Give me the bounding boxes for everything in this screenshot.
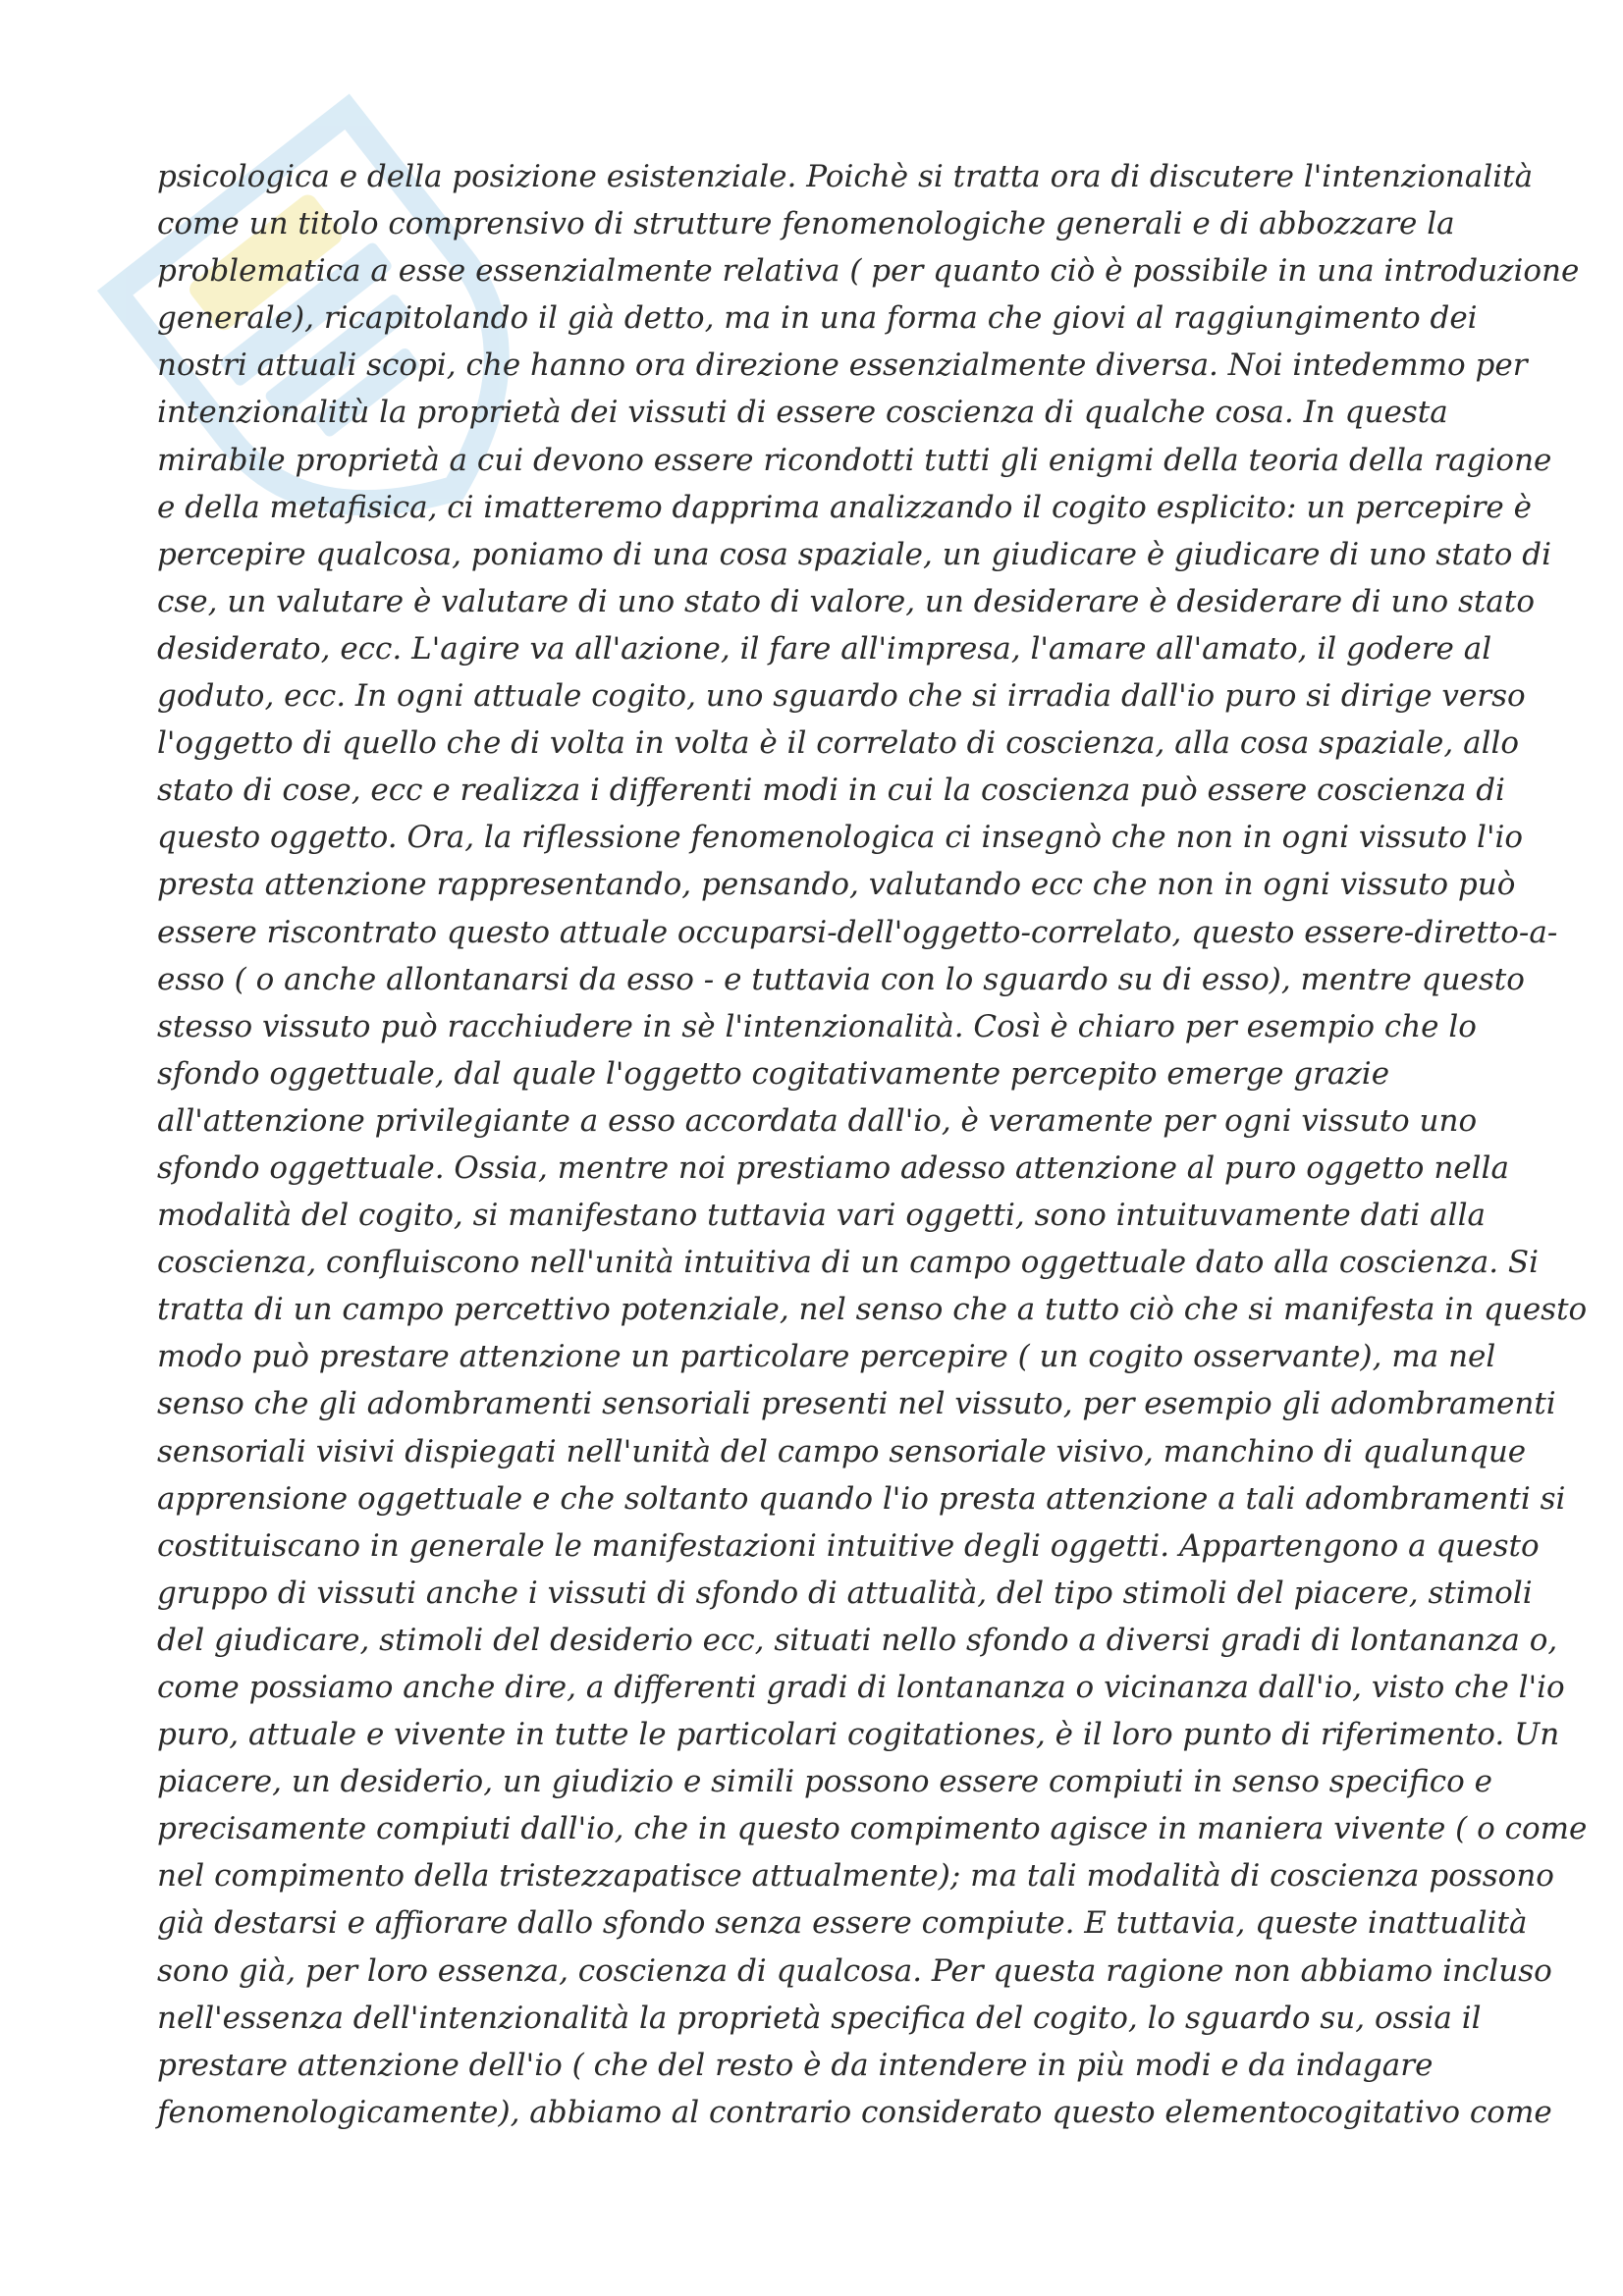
text-line: nel compimento della tristezzapatisce attualmente); ma tali modalità di coscienza possono [157,1858,1554,1895]
text-line: questo oggetto. Ora, la riflessione fenomenologica ci insegnò che non in ogni vissuto l'io [157,820,1524,856]
text-line: all'attenzione privilegiante a esso accordata dall'io, è veramente per ogni vissuto uno [157,1102,1478,1139]
text-line: generale), ricapitolando il già detto, ma in una forma che giovi al raggiungimento dei [157,300,1478,337]
text-line: goduto, ecc. In ogni attuale cogito, uno sguardo che si irradia dall'io puro si dirige verso [157,678,1526,715]
text-line: senso che gli adombramenti sensoriali presenti nel vissuto, per esempio gli adombramenti [157,1386,1556,1422]
body-paragraph [157,153,1588,2136]
text-line: gruppo di vissuti anche i vissuti di sfondo di attualità, del tipo stimoli del piacere, stimoli [157,1575,1533,1611]
text-line: percepire qualcosa, poniamo di una cosa spaziale, un giudicare è giudicare di uno stato di [157,536,1552,572]
text-line: del giudicare, stimoli del desiderio ecc, situati nello sfondo a diversi gradi di lontananza o, [157,1622,1558,1658]
text-line: sfondo oggettuale. Ossia, mentre noi prestiamo adesso attenzione al puro oggetto nella [157,1149,1509,1186]
text-line: intenzionalitù la proprietà dei vissuti di essere coscienza di qualche cosa. In questa [157,395,1448,431]
text-line: costituiscano in generale le manifestazioni intuitive degli oggetti. Appartengono a questo [157,1527,1540,1564]
text-line: piacere, un desiderio, un giudizio e simili possono essere compiuti in senso specifico e [157,1764,1492,1800]
text-line: nell'essenza dell'intenzionalità la proprietà specifica del cogito, lo sguardo su, ossia il [157,2000,1482,2036]
text-line: mirabile proprietà a cui devono essere ricondotti tutti gli enigmi della teoria della ragione [157,442,1552,478]
text-line: prestare attenzione dell'io ( che del resto è da intendere in più modi e da indagare [157,2047,1434,2083]
text-line: sfondo oggettuale, dal quale l'oggetto cogitativamente percepito emerge grazie [157,1055,1390,1092]
text-line: modo può prestare attenzione un particolare percepire ( un cogito osservante), ma nel [157,1339,1496,1375]
text-line: essere riscontrato questo attuale occuparsi-dell'oggetto-correlato, questo essere-diretto-a- [157,914,1558,950]
text-line: già destarsi e affiorare dallo sfondo senza essere compiute. E tuttavia, queste inattualità [157,1905,1528,1942]
text-line: nostri attuali scopi, che hanno ora direzione essenzialmente diversa. Noi intedemmo per [157,347,1528,384]
text-line: stato di cose, ecc e realizza i differenti modi in cui la coscienza può essere coscienza di [157,773,1505,809]
text-line: modalità del cogito, si manifestano tuttavia vari oggetti, sono intuituvamente dati alla [157,1198,1486,1234]
text-line: esso ( o anche allontanarsi da esso - e tuttavia con lo sguardo su di esso), mentre questo [157,961,1525,997]
text-line: sono già, per loro essenza, coscienza di qualcosa. Per questa ragione non abbiamo incluso [157,1952,1552,1989]
text-line: cse, un valutare è valutare di uno stato di valore, un desiderare è desiderare di uno stato [157,583,1535,619]
text-line: precisamente compiuti dall'io, che in questo compimento agisce in maniera vivente ( o come [157,1811,1588,1847]
text-line: fenomenologicamente), abbiamo al contrario considerato questo elementocogitativo come [157,2094,1552,2130]
text-line: stesso vissuto può racchiudere in sè l'intenzionalità. Così è chiaro per esempio che lo [157,1008,1477,1044]
text-line: psicologica e della posizione esistenziale. Poichè si tratta ora di discutere l'intenzionalità [157,159,1534,194]
text-line: sensoriali visivi dispiegati nell'unità del campo sensoriale visivo, manchino di qualunque [157,1433,1527,1469]
text-line: e della metafisica, ci imatteremo dapprima analizzando il cogito esplicito: un percepire è [157,489,1532,525]
text-line: presta attenzione rappresentando, pensando, valutando ecc che non in ogni vissuto può [157,867,1516,903]
text-line: come possiamo anche dire, a differenti gradi di lontananza o vicinanza dall'io, visto che l'io [157,1670,1565,1705]
text-line: puro, attuale e vivente in tutte le particolari cogitationes, è il loro punto di riferimento. Un [157,1717,1560,1753]
text-line: l'oggetto di quello che di volta in volta è il correlato di coscienza, alla cosa spaziale, allo [157,725,1520,762]
text-line: apprensione oggettuale e che soltanto quando l'io presta attenzione a tali adombramenti si [157,1480,1566,1517]
text-line: come un titolo comprensivo di strutture fenomenologiche generali e di abbozzare la [157,206,1455,242]
text-line: tratta di un campo percettivo potenziale, nel senso che a tutto ciò che si manifesta in questo [157,1292,1588,1328]
text-line: problematica a esse essenzialmente relativa ( per quanto ciò è possibile in una introduzione [157,253,1580,290]
text-line: desiderato, ecc. L'agire va all'azione, il fare all'impresa, l'amare all'amato, il godere al [157,630,1492,667]
text-line: coscienza, confluiscono nell'unità intuitiva di un campo oggettuale dato alla coscienza. Si [157,1245,1540,1281]
